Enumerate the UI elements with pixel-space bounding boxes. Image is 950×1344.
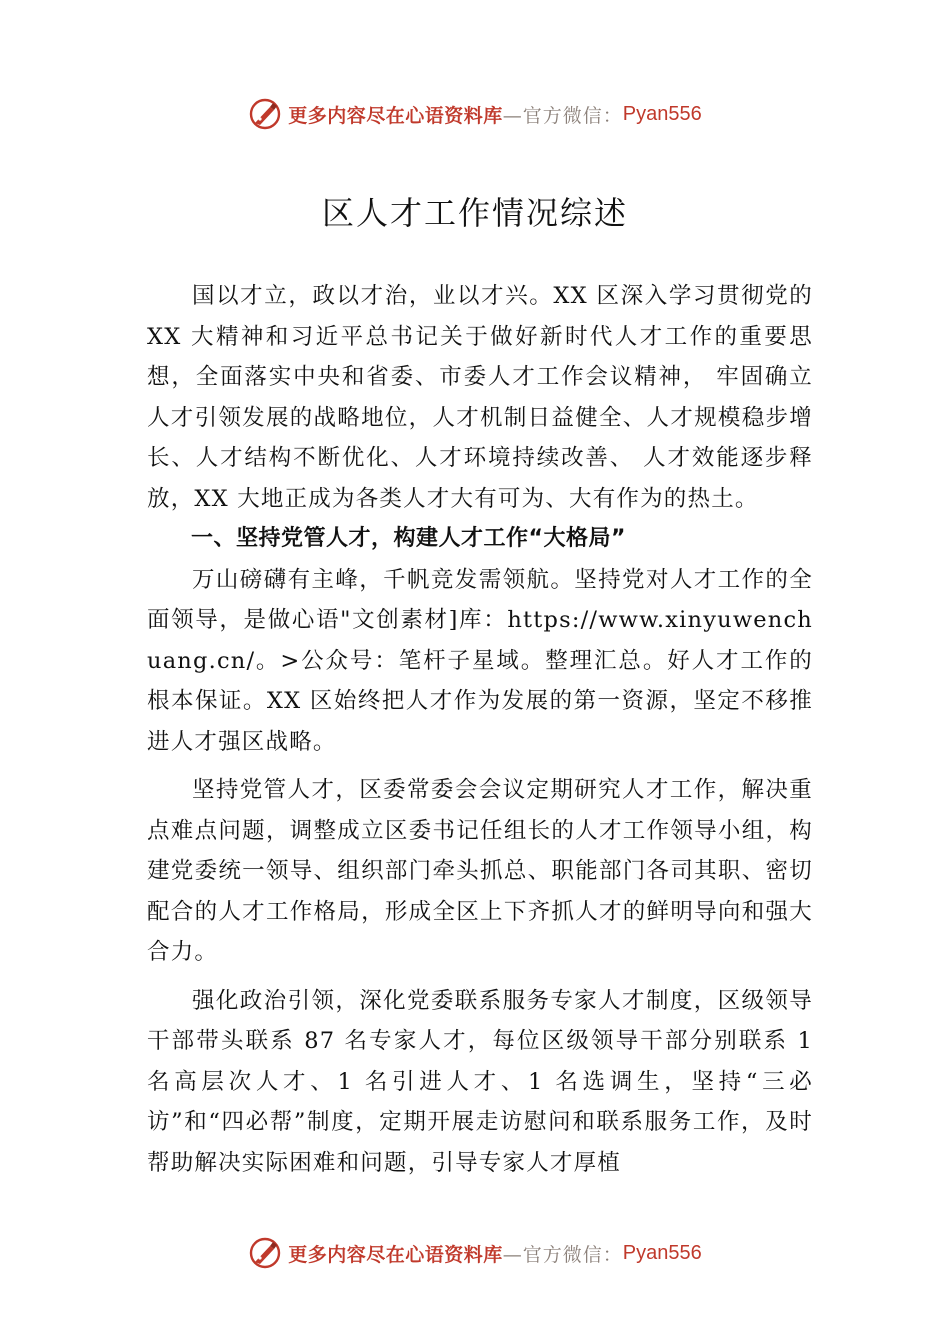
bottom-watermark-banner — [0, 1231, 950, 1275]
banner-brand-text: 更多内容尽在心语资料库 — [288, 104, 503, 127]
body-paragraph: 坚持党管人才，区委常委会会议定期研究人才工作，解决重点难点问题，调整成立区委书记任组长的人才工作领导小组，构建党委统一领导、组织部门牵头抓总、职能部门各司其职、密切配合的人才工作格局，形成全区上下齐抓人才的鲜明导向和强大合力。 — [147, 777, 813, 965]
body-paragraph: 万山磅礴有主峰，千帆竞发需领航。坚持党对人才工作的全面领导，是做心语"文创素材]库：https://www.xinyuwenchuang.cn/。>公众号：笔杆子星域。整理汇总。好人才工作的根本保证。XX 区始终把人才作为发展的第一资源，坚定不移推进人才强区战略。 — [147, 566, 813, 755]
banner-wechat-id: Pyan556 — [622, 1241, 702, 1264]
document-body — [147, 276, 813, 1183]
body-paragraph: 强化政治引领，深化党委联系服务专家人才制度，区级领导干部带头联系 87 名专家人才，每位区级领导干部分别联系 1 名高层次人才、1 名引进人才、1 名选调生，坚持“三必访”和“四必帮”制度，定期开展走访慰问和联系服务工作，及时帮助解决实际困难和问题，引导专家人才厚植 — [147, 987, 813, 1176]
intro-paragraph: 国以才立，政以才治，业以才兴。XX 区深入学习贯彻党的 XX 大精神和习近平总书记关于做好新时代人才工作的重要思想，全面落实中央和省委、市委人才工作会议精神， 牢固确立人才引领发展的战略地位，人才机制日益健全、人才规模稳步增长、人才结构不断优化、人才环境持续改善、 人才效能逐步释放，XX 大地正成为各类人才大有可为、大有作为的热土。 — [147, 283, 813, 512]
section-heading-1: 一、坚持党管人才，构建人才工作“大格局” — [191, 526, 626, 551]
top-watermark-banner — [0, 92, 950, 136]
banner-wechat-id: Pyan556 — [622, 102, 702, 125]
pen-nib-logo-icon — [248, 97, 282, 131]
banner-brand-text: 更多内容尽在心语资料库 — [288, 1243, 503, 1266]
pen-nib-logo-icon — [248, 1236, 282, 1270]
banner-sub-text: —官方微信： — [502, 1243, 623, 1266]
banner-sub-text: —官方微信： — [502, 104, 623, 127]
document-title: 区人才工作情况综述 — [321, 194, 628, 232]
